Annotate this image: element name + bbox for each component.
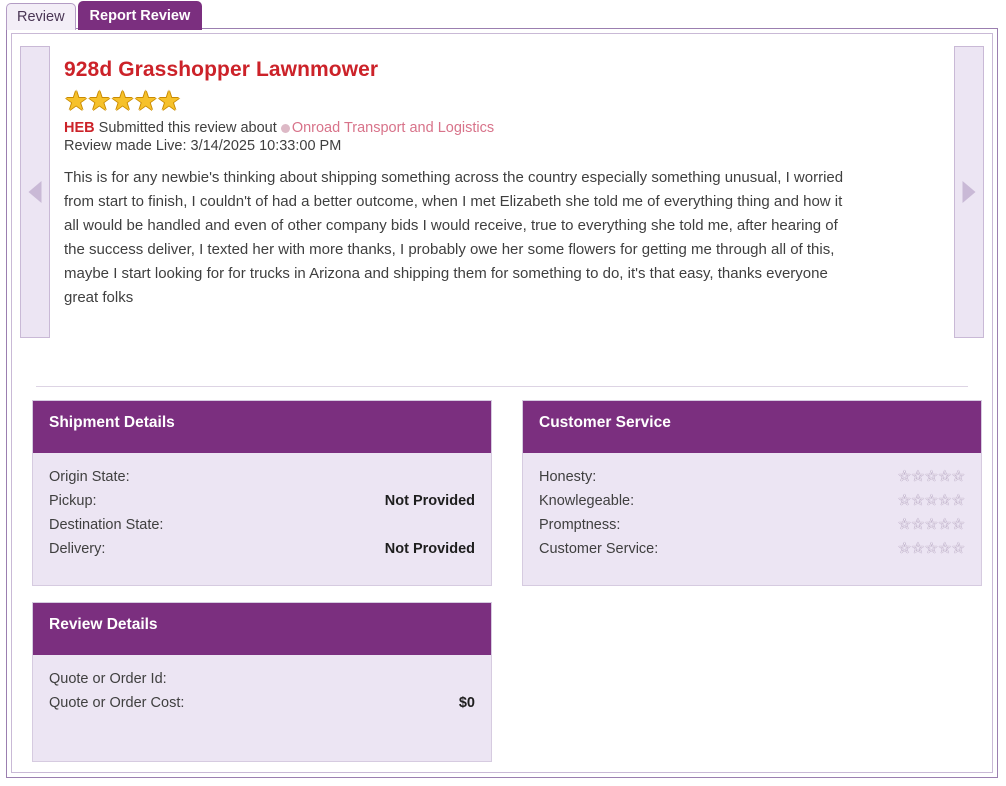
right-arrow-icon <box>963 181 976 203</box>
review-body-text: This is for any newbie's thinking about shipping something across the country especially something unusual, I worried from start to finish, I couldn't of had a better outcome, when I met Elizabeth she told me of everything thing and how it all would be handled and even of other company bids I would receive, true to everything she told me, after hearing of the success deliver, I texted her with more thanks, I probably owe her some flowers for getting me through all of this, maybe I start looking for for trucks in Arizona and shipping them for something to do, it's that easy, thanks everyone great folks <box>64 169 844 306</box>
tab-bar <box>6 4 204 30</box>
row-label: Promptness: <box>539 517 621 533</box>
company-link[interactable]: Onroad Transport and Logistics <box>291 120 495 136</box>
row-label: Customer Service: <box>539 541 659 557</box>
table-row <box>539 513 965 537</box>
shipment-details-title: Shipment Details <box>33 401 491 453</box>
overall-rating-stars: ★★★★★ <box>64 86 181 116</box>
customer-service-card <box>522 400 982 586</box>
row-label: Quote or Order Cost: <box>49 695 185 711</box>
rating-stars: ☆☆☆☆☆ <box>897 540 965 557</box>
table-row <box>539 537 965 561</box>
row-label: Pickup: <box>49 493 97 509</box>
row-value: $0 <box>458 695 475 711</box>
rating-stars: ☆☆☆☆☆ <box>897 468 965 485</box>
left-arrow-icon <box>29 181 42 203</box>
customer-service-body <box>523 453 981 575</box>
row-label: Knowlegeable: <box>539 493 635 509</box>
review-details-card <box>32 602 492 762</box>
previous-review-button[interactable] <box>20 46 50 338</box>
review-live-date: Review made Live: 3/14/2025 10:33:00 PM <box>64 138 342 154</box>
table-row <box>49 513 475 537</box>
review-panel-inner <box>11 33 993 773</box>
submitter-name: HEB <box>64 120 95 136</box>
tab-review[interactable]: Review <box>6 3 76 31</box>
table-row <box>539 465 965 489</box>
review-details-title: Review Details <box>33 603 491 655</box>
review-header <box>64 58 940 310</box>
table-row <box>49 537 475 561</box>
row-label: Honesty: <box>539 469 597 485</box>
table-row <box>539 489 965 513</box>
table-row <box>49 465 475 489</box>
customer-service-title: Customer Service <box>523 401 981 453</box>
row-label: Destination State: <box>49 517 164 533</box>
tab-report-review[interactable]: Report Review <box>78 1 203 31</box>
page-title: 928d Grasshopper Lawnmower <box>64 58 379 81</box>
rating-stars: ☆☆☆☆☆ <box>897 492 965 509</box>
table-row <box>49 691 475 715</box>
next-review-button[interactable] <box>954 46 984 338</box>
table-row <box>49 489 475 513</box>
submitted-text: Submitted this review about <box>94 120 281 136</box>
company-bullet-icon <box>281 124 290 133</box>
submitted-line <box>64 120 940 136</box>
row-label: Delivery: <box>49 541 106 557</box>
row-value: Not Provided <box>384 541 475 557</box>
row-label: Origin State: <box>49 469 130 485</box>
row-label: Quote or Order Id: <box>49 671 167 687</box>
shipment-details-card <box>32 400 492 586</box>
review-details-body <box>33 655 491 729</box>
row-value: Not Provided <box>384 493 475 509</box>
review-panel <box>6 28 998 778</box>
rating-stars: ☆☆☆☆☆ <box>897 516 965 533</box>
section-divider <box>36 386 968 387</box>
table-row <box>49 667 475 691</box>
shipment-details-body <box>33 453 491 575</box>
